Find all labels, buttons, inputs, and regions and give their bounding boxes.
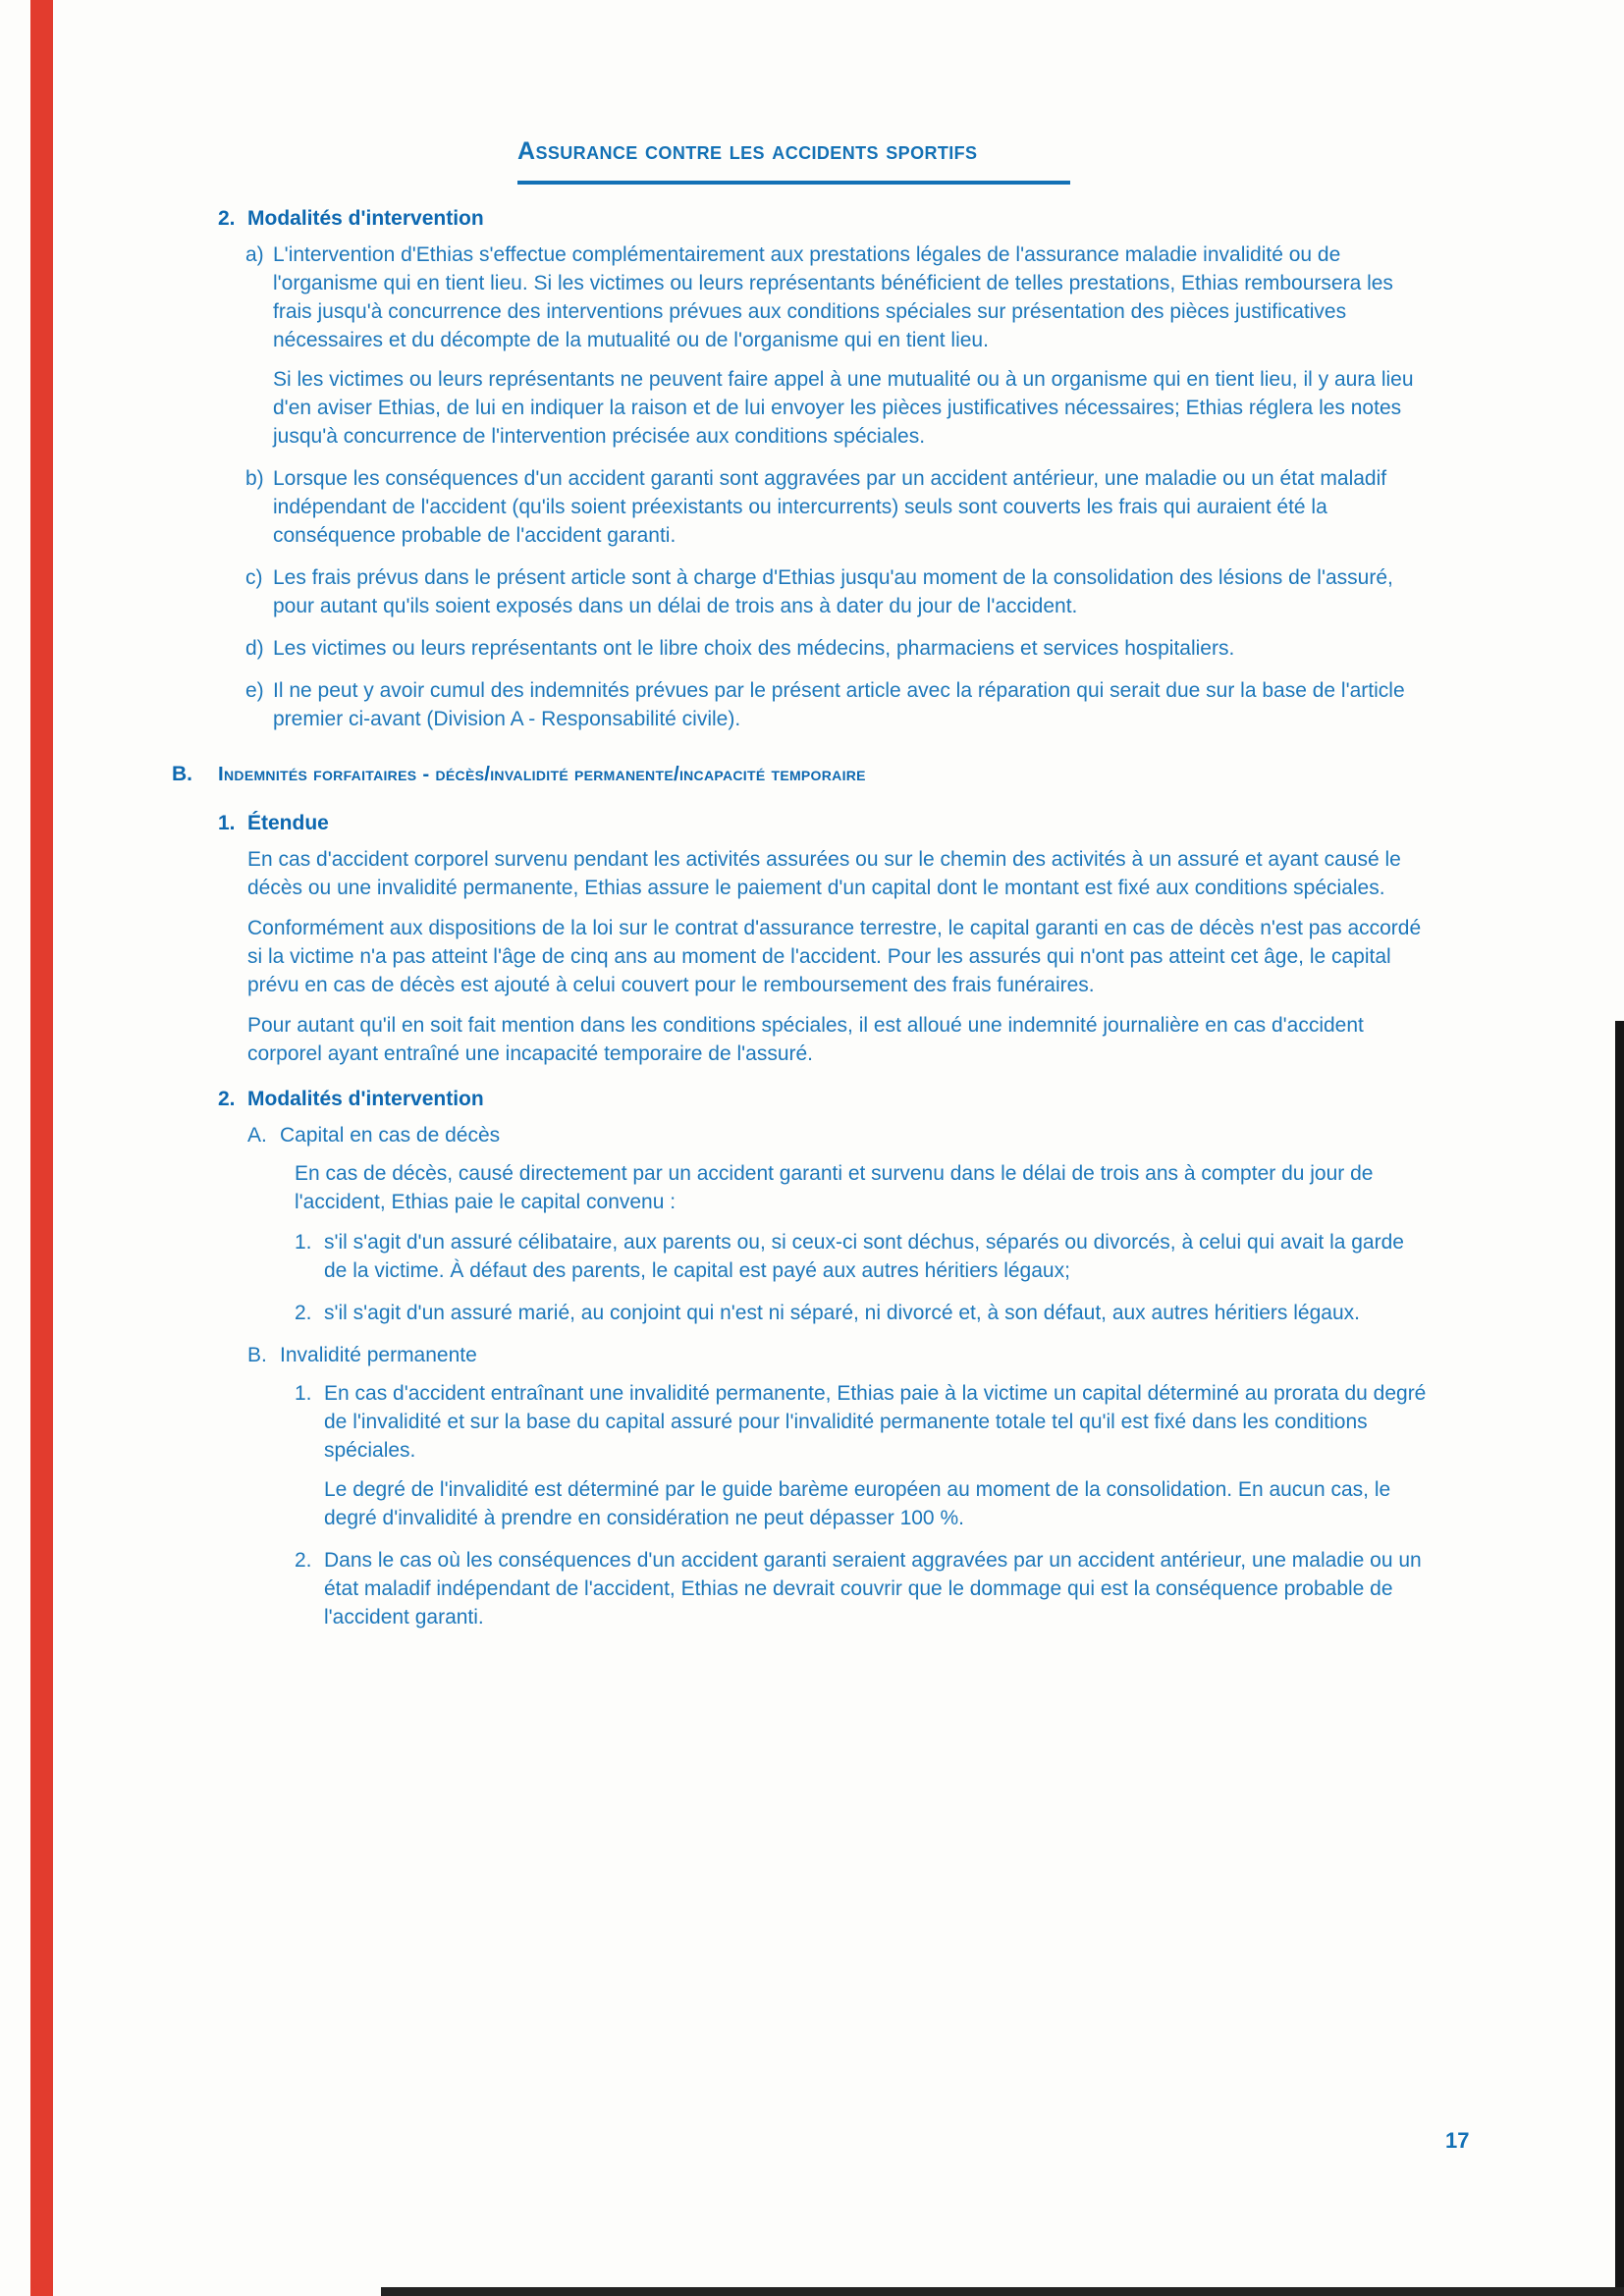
title-underline <box>517 181 1070 185</box>
subsection-heading-etendue <box>0 809 1430 837</box>
subsection-title: Modalités d'intervention <box>247 1088 484 1110</box>
section-title: Modalités d'intervention <box>247 207 484 230</box>
list-item-c <box>0 563 1430 620</box>
part-b-heading <box>0 1341 1430 1369</box>
list-marker: d) <box>245 637 264 660</box>
paragraph: Le degré de l'invalidité est déterminé par le guide barème européen au moment de la consolidation. En aucun cas, le degré d'invalidité à prendre en considération ne peut dépasser 100 %. <box>324 1478 1391 1529</box>
subsection-number: 1. <box>218 812 236 834</box>
paragraph: Dans le cas où les conséquences d'un accident garanti seraient aggravées par un accident antérieur, une maladie ou un état maladif indépendant de l'accident, Ethias ne devrait couvrir que le dommage qui est la conséquence probable de l'accident garanti. <box>324 1549 1422 1629</box>
list-item-e <box>0 676 1430 733</box>
section-b-title: Indemnités forfaitaires - décès/invalidité permanente/incapacité temporaire <box>218 763 866 785</box>
part-title: Invalidité permanente <box>280 1344 477 1366</box>
paragraph: Pour autant qu'il en soit fait mention dans les conditions spéciales, il est alloué une indemnité journalière en cas d'accident corporel ayant entraîné une incapacité temporaire de l'assuré. <box>247 1014 1364 1065</box>
paragraph: s'il s'agit d'un assuré célibataire, aux parents ou, si ceux-ci sont déchus, séparés ou divorcés, à celui qui avait la garde de la victime. À défaut des parents, le capital est payé aux autres héritiers légaux; <box>324 1231 1404 1282</box>
part-a-heading <box>0 1121 1430 1149</box>
paragraph: Conformément aux dispositions de la loi sur le contrat d'assurance terrestre, le capital garanti en cas de décès n'est pas accordé si la victime n'a pas atteint l'âge de cinq ans au moment de l'accident. Pour les assurés qui n'ont pas atteint cet âge, le capital prévu en cas de décès est ajouté à celui couvert pour le remboursement des frais funéraires. <box>247 917 1422 996</box>
scan-edge-right <box>1615 1021 1624 2296</box>
paragraph: Si les victimes ou leurs représentants ne peuvent faire appel à une mutualité ou à un organisme qui en tient lieu, il y aura lieu d'en aviser Ethias, de lui en indiquer la raison et de lui envoyer les pièces justificatives nécessaires; Ethias réglera les notes jusqu'à concurrence de l'intervention précisée aux conditions spéciales. <box>273 368 1414 448</box>
list-item-b <box>0 464 1430 550</box>
section-b-marker: B. <box>172 763 192 785</box>
paragraph: L'intervention d'Ethias s'effectue complémentairement aux prestations légales de l'assurance maladie invalidité ou de l'organisme qui en tient lieu. Si les victimes ou leurs représentants bénéficient de telles prestations, Ethias remboursera les frais jusqu'à concurrence des interventions prévues aux conditions spéciales sur présentation des pièces justificatives nécessaires et du décompte de la mutualité ou de l'organisme qui en tient lieu. <box>273 243 1393 351</box>
paragraph: En cas d'accident corporel survenu pendant les activités assurées ou sur le chemin des activités à un assuré et ayant causé le décès ou une invalidité permanente, Ethias assure le paiement d'un capital dont le montant est fixé aux conditions spéciales. <box>247 848 1401 899</box>
scan-edge-bottom <box>381 2287 1624 2296</box>
paragraph: En cas de décès, causé directement par un accident garanti et survenu dans le délai de trois ans à compter du jour de l'accident, Ethias paie le capital convenu : <box>295 1162 1374 1213</box>
section-heading-modalites <box>0 204 1430 233</box>
list-item-d <box>0 634 1430 663</box>
paragraph: Lorsque les conséquences d'un accident garanti sont aggravées par un accident antérieur, une maladie ou un état maladif indépendant de l'accident (qu'ils soient préexistants ou intercurrents) seuls sont couverts les frais qui auraient été la conséquence probable de l'accident garanti. <box>273 467 1387 547</box>
page-title: Assurance contre les accidents sportifs <box>517 137 978 165</box>
list-marker: 2. <box>295 1302 312 1324</box>
list-marker: b) <box>245 467 264 490</box>
paragraph: En cas d'accident entraînant une invalidité permanente, Ethias paie à la victime un capital déterminé au prorata du degré de l'invalidité et sur la base du capital assuré pour l'invalidité permanente totale tel qu'il est fixé dans les conditions spéciales. <box>324 1382 1427 1462</box>
part-b-body <box>295 1379 1430 1631</box>
subsection-number: 2. <box>218 1088 236 1110</box>
paragraph: Les frais prévus dans le présent article sont à charge d'Ethias jusqu'au moment de la consolidation des lésions de l'assuré, pour autant qu'ils soient exposés dans un délai de trois ans à dater du jour de l'accident. <box>273 566 1393 617</box>
part-marker: B. <box>247 1344 267 1366</box>
list-marker: c) <box>245 566 263 589</box>
list-marker: 1. <box>295 1231 312 1254</box>
part-title: Capital en cas de décès <box>280 1124 501 1147</box>
document-body <box>0 204 1430 1645</box>
list-item-a <box>0 240 1430 451</box>
paragraph: s'il s'agit d'un assuré marié, au conjoint qui n'est ni séparé, ni divorcé et, à son défaut, aux autres héritiers légaux. <box>324 1302 1360 1324</box>
page-number: 17 <box>1445 2128 1470 2153</box>
list-marker: 2. <box>295 1549 312 1572</box>
section-number: 2. <box>218 207 236 230</box>
part-a-body <box>295 1159 1430 1327</box>
numbered-item-1 <box>295 1379 1430 1532</box>
numbered-item-2 <box>295 1299 1430 1327</box>
list-marker: 1. <box>295 1382 312 1405</box>
numbered-item-2 <box>295 1546 1430 1631</box>
subsection-title: Étendue <box>247 812 329 834</box>
paragraph: Il ne peut y avoir cumul des indemnités prévues par le présent article avec la réparation qui serait due sur la base de l'article premier ci-avant (Division A - Responsabilité civile). <box>273 679 1405 730</box>
etendue-paragraphs <box>247 845 1430 1068</box>
section-b-heading <box>0 760 1430 788</box>
subsection-heading-modalites <box>0 1085 1430 1113</box>
paragraph: Les victimes ou leurs représentants ont le libre choix des médecins, pharmaciens et services hospitaliers. <box>273 637 1235 660</box>
list-marker: a) <box>245 243 264 266</box>
part-marker: A. <box>247 1124 267 1147</box>
numbered-item-1 <box>295 1228 1430 1285</box>
list-marker: e) <box>245 679 264 702</box>
